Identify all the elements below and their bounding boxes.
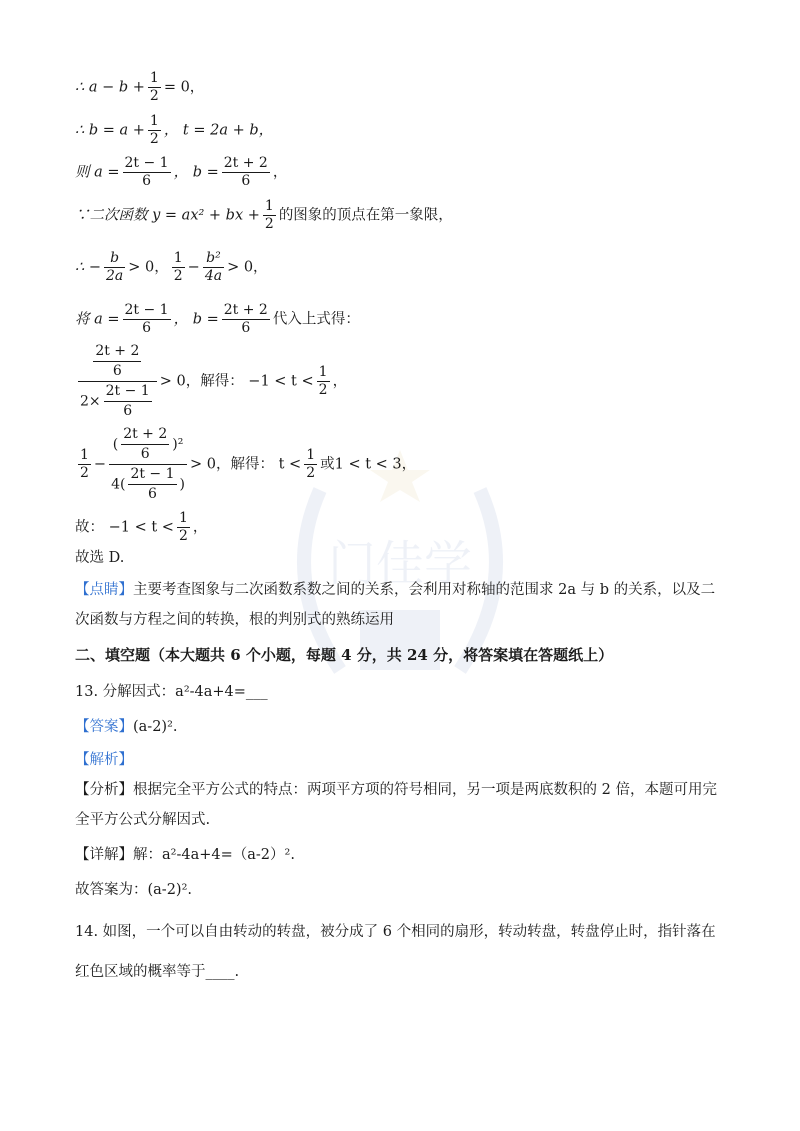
fraction: $\frac{1}{2}$ (318, 364, 328, 398)
comment-paragraph (75, 575, 725, 635)
expr-suffix: > 0，解得： t < (190, 456, 302, 473)
expr-suffix: ， (192, 519, 208, 536)
expr-suffix: ， t = 2a + b， (163, 122, 274, 139)
solution-line-3 (75, 155, 287, 190)
fraction: $\frac{1}{2}$ (173, 250, 183, 284)
question-13 (75, 682, 268, 702)
fraction: $\frac{2t - 1}{6}$ (124, 302, 169, 336)
solution-line-7 (75, 342, 347, 421)
question-number: 14. (75, 924, 99, 940)
fraction: $\frac{1}{2}$ (149, 113, 159, 147)
fraction: $\frac{2t + 2}{6}$ (223, 302, 268, 336)
expr-minus: − (93, 456, 107, 473)
expr-mid: ， b = (173, 164, 219, 181)
fraction: $\frac{\text{b²}}{4a}$ (204, 250, 223, 284)
solution-line-5 (75, 250, 268, 285)
analysis-tag: 【解析】 (75, 752, 133, 768)
watermark-text: 门佳学 (327, 536, 473, 592)
fraction: $\frac{2t + 2}{6}$ (223, 155, 268, 189)
expr-suffix: = 0， (163, 79, 205, 96)
solution-line-10: 故选 D. (75, 550, 125, 566)
fenxi-paragraph (75, 775, 725, 835)
detail-text: 解：a²-4a+4=（a-2）². (133, 847, 295, 863)
expr-prefix: ∴ − (75, 259, 101, 276)
expr-suffix: 的图象的顶点在第一象限， (278, 207, 453, 224)
final-answer-line: 故答案为：(a-2)². (75, 882, 193, 898)
solution-line-8 (75, 425, 416, 504)
expr-suffix: ， (272, 164, 288, 181)
expr-minus: − (187, 259, 200, 276)
compound-fraction: $\frac{2t + 2}{6}$ 2× $\frac{2t - 1}{6}$ (78, 342, 157, 421)
expr-prefix: ∴ a − b + (75, 79, 145, 96)
compound-fraction: ( $\frac{2t + 2}{6}$ )² 4( $\frac{2t - 1}{6}$ ) (111, 426, 185, 502)
answer-tag: 【答案】 (75, 719, 133, 735)
solution-line-6 (75, 302, 360, 337)
fraction: $\frac{1}{2}$ (264, 198, 274, 232)
expr-mid: > 0， (128, 259, 169, 276)
expr-suffix: > 0，解得： −1 < t < (159, 373, 314, 390)
fraction: $\frac{2t - 1}{6}$ (124, 155, 169, 189)
fraction: $\frac{b}{2a}$ (105, 250, 124, 284)
expr-mid: ， b = (173, 311, 219, 328)
expr-end: 或1 < t < 3， (320, 456, 417, 473)
fraction: $\frac{1}{2}$ (149, 70, 159, 104)
expr-prefix: ∴ b = a + (75, 122, 145, 139)
answer-text: (a-2)². (133, 719, 178, 735)
expr-end: ， (332, 373, 348, 390)
solution-line-2 (75, 113, 273, 148)
detail-line (75, 845, 295, 865)
answer-line (75, 717, 178, 737)
section-title: 二、填空题（本大题共 6 个小题，每题 4 分，共 24 分，将答案填在答题纸上） (75, 646, 614, 664)
expr-prefix: ∵二次函数 y = ax² + bx + (75, 207, 260, 224)
expr-prefix: 故： −1 < t < (75, 519, 174, 536)
expr-suffix: > 0， (227, 259, 268, 276)
question-text: 分解因式：a²-4a+4=___ (102, 684, 268, 700)
fraction: $\frac{1}{2}$ (80, 447, 89, 481)
fraction: $\frac{1}{2}$ (306, 447, 316, 481)
question-number: 13. (75, 684, 99, 700)
fraction: $\frac{1}{2}$ (178, 510, 188, 544)
expr-suffix: 代入上式得： (272, 311, 360, 328)
solution-line-1 (75, 70, 204, 105)
detail-tag: 【详解】 (75, 847, 133, 863)
fenxi-text: 根据完全平方公式的特点：两项平方项的符号相同，另一项是两底数积的 2 倍，本题可用完全平方公式分解因式. (75, 782, 717, 828)
question-text: 如图，一个可以自由转动的转盘，被分成了 6 个相同的扇形，转动转盘，转盘停止时，指针落在红色区域的概率等于____. (75, 924, 716, 980)
solution-line-9 (75, 510, 207, 545)
expr-prefix: 将 a = (75, 311, 120, 328)
comment-text: 主要考查图象与二次函数系数之间的关系，会利用对称轴的范围求 2a 与 b 的关系，以及二次函数与方程之间的转换，根的判别式的熟练运用 (75, 582, 716, 628)
comment-tag: 【点睛】 (75, 582, 133, 598)
solution-line-4 (75, 198, 453, 233)
expr-prefix: 则 a = (75, 164, 120, 181)
fenxi-tag: 【分析】 (75, 782, 133, 798)
question-14 (75, 912, 725, 992)
